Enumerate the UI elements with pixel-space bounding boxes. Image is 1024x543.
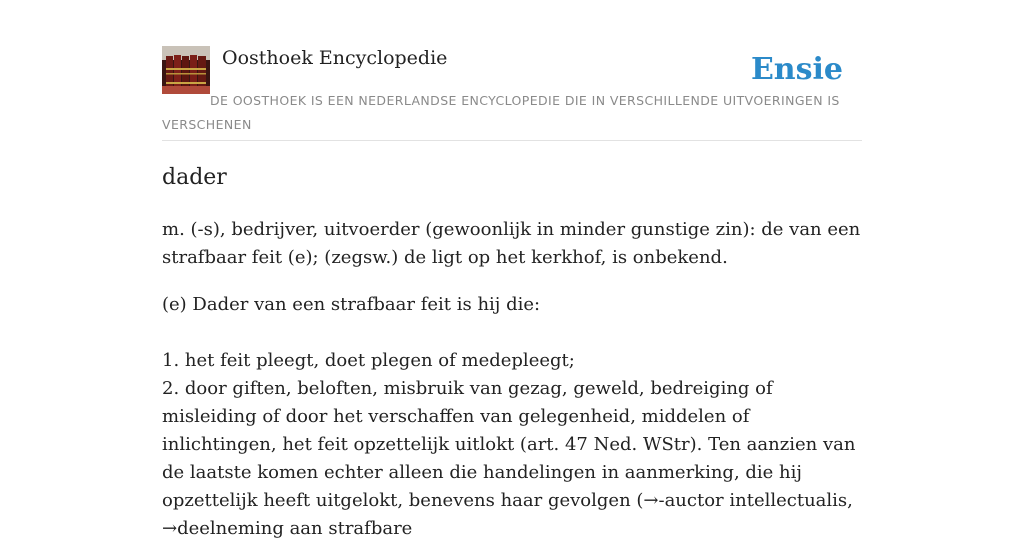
encyclopedia-books-avatar[interactable] [162,46,210,94]
ensie-brand-logo[interactable]: Ensie [750,52,843,87]
article-lead: m. (-s), bedrijver, uitvoerder (gewoonlijk in minder gunstige zin): de van een strafbaar feit (e); (zegsw.) de ligt op het kerkhof, is onbekend. [162,219,861,268]
site-header [162,46,862,141]
list-item: 2. door giften, beloften, misbruik van gezag, geweld, bedreiging of misleiding of door het verschaffen van gelegenheid, middelen of inlichtingen, het feit opzettelijk uitlokt (art. 47 Ned. WStr). Ten aanzien van de laatste komen echter alleen die handelingen in aanmerking, die hij opzettelijk heeft uitgelokt, benevens haar gevolgen (→-auctor intellectualis, →deelneming aan strafbare [162,378,856,539]
article-content [162,160,862,543]
site-name-link[interactable]: Oosthoek Encyclopedie [222,47,448,69]
article-section [162,291,862,543]
list-item: 1. het feit pleegt, doet plegen of medepleegt; [162,350,575,371]
site-tagline: DE OOSTHOEK IS EEN NEDERLANDSE ENCYCLOPEDIE DIE IN VERSCHILLENDE UITVOERINGEN IS VERSCHENEN [162,93,840,132]
article-title: dader [162,165,227,190]
section-intro: (e) Dader van een strafbaar feit is hij die: [162,294,541,315]
paragraph-spacer [162,319,862,347]
